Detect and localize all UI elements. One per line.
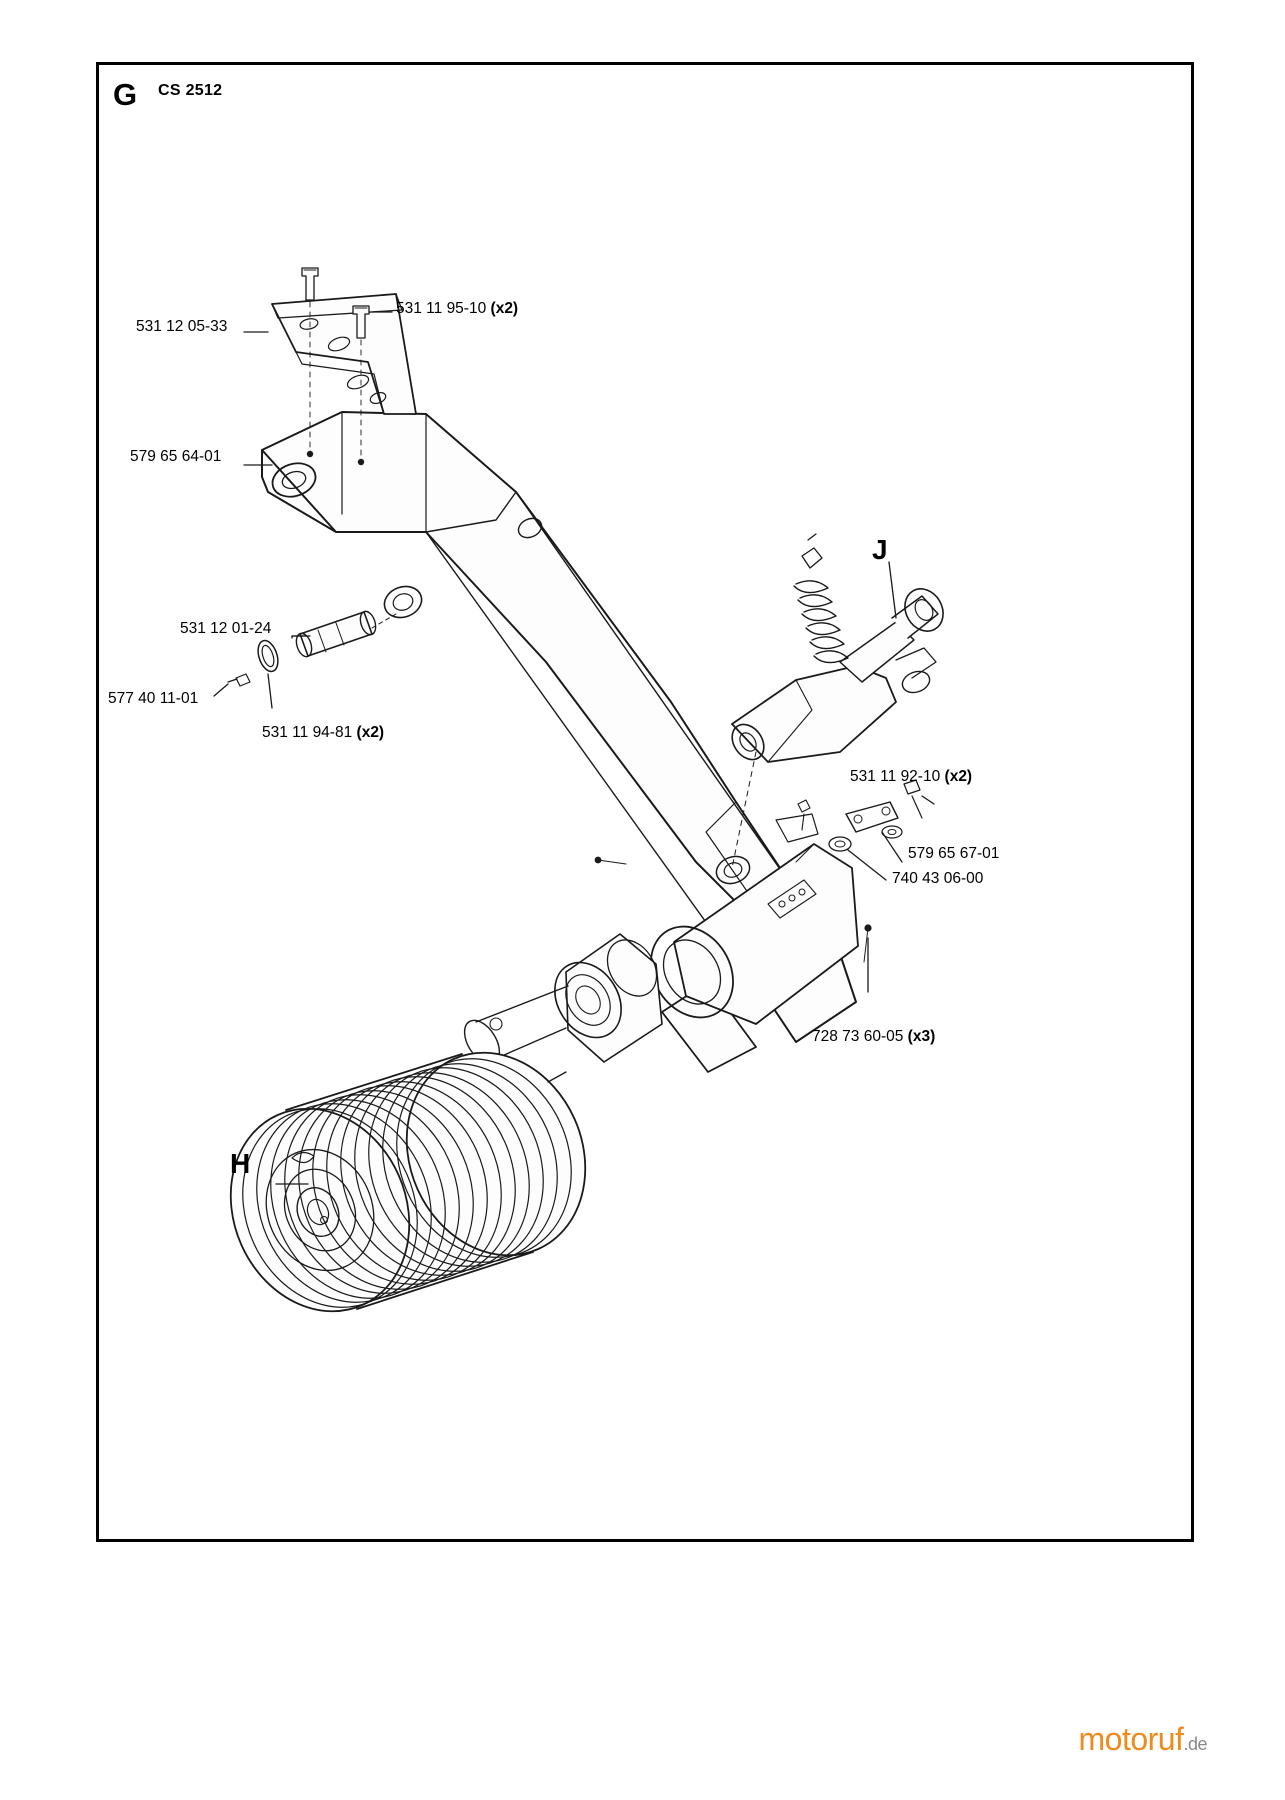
part-label-531-11-92-10 [850, 768, 972, 786]
watermark-logo [1078, 1721, 1207, 1758]
part-label-740-43-06-00 [892, 870, 983, 888]
part-number: 740 43 06-00 [892, 870, 984, 887]
callout-letter-h: H [230, 1148, 251, 1179]
part-number: 728 73 60-05 [812, 1028, 904, 1045]
watermark-text: motoruf [1078, 1721, 1184, 1757]
part-label-531-11-94-81 [262, 724, 384, 742]
part-qty: (x3) [907, 1028, 936, 1045]
part-label-579-65-67-01 [908, 845, 999, 863]
part-number: 579 65 64-01 [130, 448, 222, 465]
part-label-577-40-11-01 [108, 690, 198, 708]
part-label-531-12-01-24 [180, 620, 271, 638]
part-qty: (x2) [944, 768, 973, 785]
coupling-collar-part [457, 931, 666, 1070]
bracket-plate-part [272, 294, 416, 414]
part-label-531-12-05-33 [136, 318, 227, 336]
part-number: 531 11 94-81 [262, 724, 353, 741]
part-label-531-11-95-10 [396, 300, 518, 318]
clamp-fastener-parts [798, 780, 922, 851]
section-letter: G [113, 77, 138, 112]
part-number: 531 12 01-24 [180, 620, 272, 637]
watermark-suffix: .de [1183, 1734, 1207, 1754]
hydraulic-cylinder-part [726, 534, 951, 868]
part-qty: (x2) [356, 724, 385, 741]
part-label-728-73-60-05 [812, 1028, 935, 1046]
finned-drum-part [199, 1024, 617, 1340]
part-number: 579 65 67-01 [908, 845, 1000, 862]
part-label-579-65-64-01 [130, 448, 221, 466]
assembly-drawing [96, 62, 1194, 1542]
model-label: CS 2512 [158, 82, 223, 99]
part-qty: (x2) [490, 300, 519, 317]
part-number: 531 11 92-10 [850, 768, 941, 785]
part-number: 531 11 95-10 [396, 300, 487, 317]
callout-letter-j: J [872, 534, 888, 565]
part-number: 577 40 11-01 [108, 690, 199, 707]
part-number: 531 12 05-33 [136, 318, 228, 335]
